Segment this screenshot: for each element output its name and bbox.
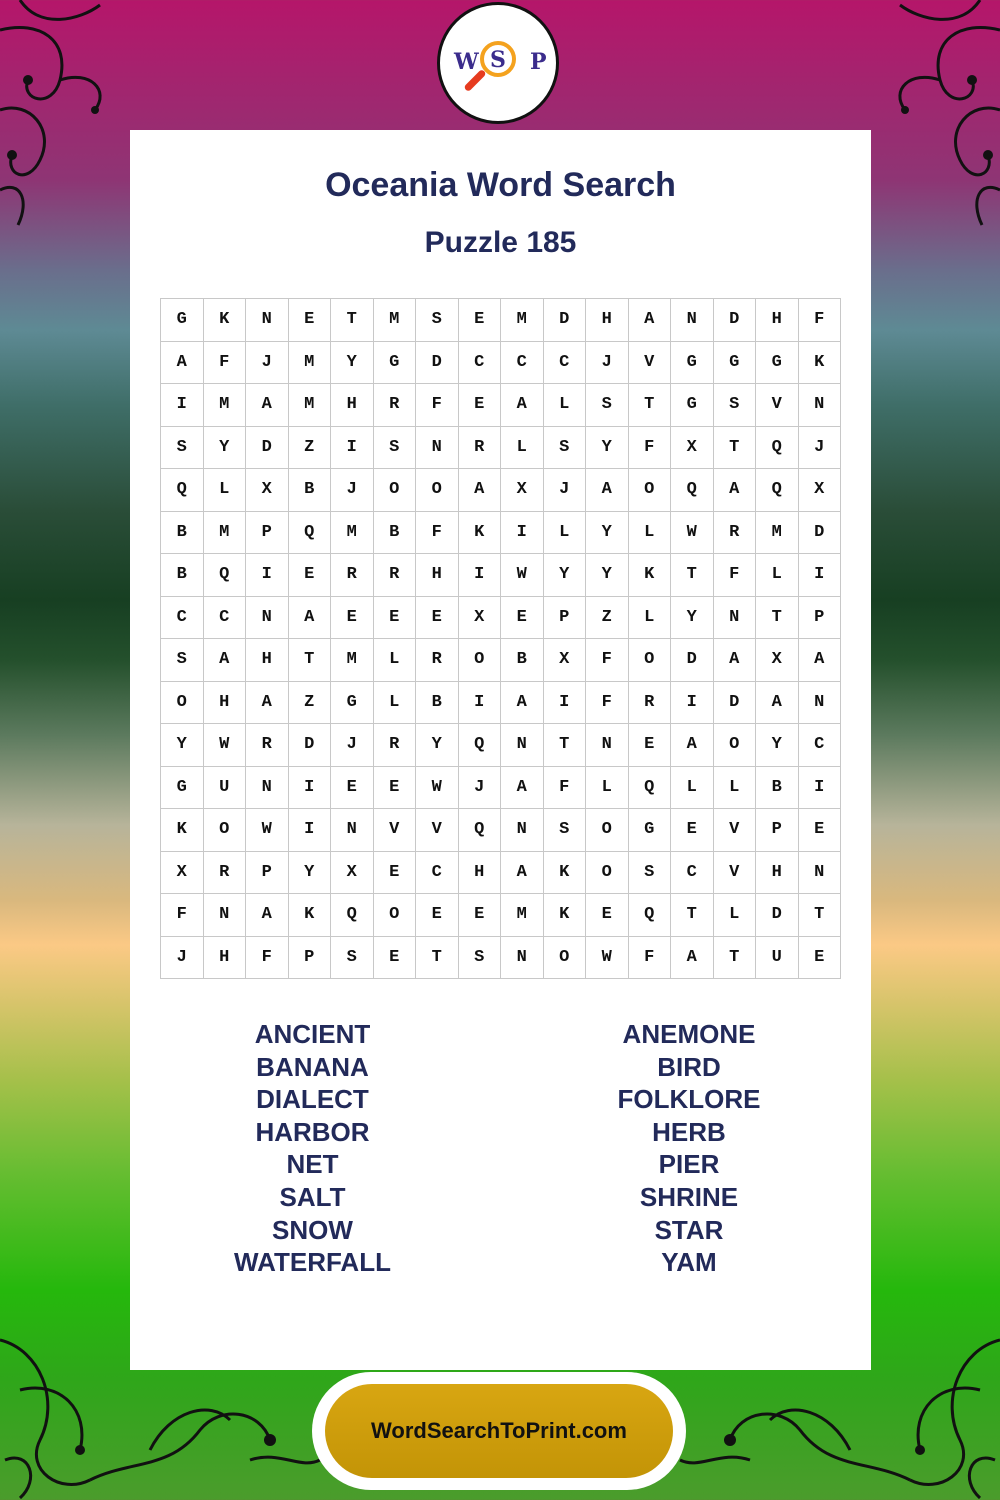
grid-cell: W bbox=[586, 937, 629, 980]
grid-cell: H bbox=[204, 937, 247, 980]
wsp-logo bbox=[437, 2, 559, 124]
grid-cell: E bbox=[416, 894, 459, 937]
grid-cell: F bbox=[586, 682, 629, 725]
grid-cell: M bbox=[204, 384, 247, 427]
word-right-7: YAM bbox=[661, 1247, 717, 1278]
grid-cell: A bbox=[501, 767, 544, 810]
grid-cell: E bbox=[629, 724, 672, 767]
grid-cell: I bbox=[671, 682, 714, 725]
word-right-6: STAR bbox=[654, 1214, 724, 1245]
site-badge bbox=[312, 1372, 686, 1490]
grid-cell: Y bbox=[416, 724, 459, 767]
grid-cell: U bbox=[204, 767, 247, 810]
grid-cell: I bbox=[331, 427, 374, 470]
grid-cell: Y bbox=[756, 724, 799, 767]
grid-cell: A bbox=[629, 299, 672, 342]
word-right-0: ANEMONE bbox=[622, 1019, 756, 1049]
grid-cell: Q bbox=[671, 469, 714, 512]
grid-cell: O bbox=[374, 469, 417, 512]
grid-cell: Q bbox=[161, 469, 204, 512]
grid-cell: I bbox=[289, 767, 332, 810]
grid-cell: T bbox=[756, 597, 799, 640]
grid-cell: A bbox=[204, 639, 247, 682]
grid-cell: O bbox=[629, 469, 672, 512]
grid-cell: V bbox=[416, 809, 459, 852]
grid-cell: A bbox=[586, 469, 629, 512]
grid-cell: J bbox=[459, 767, 502, 810]
grid-cell: R bbox=[459, 427, 502, 470]
grid-cell: E bbox=[799, 937, 842, 980]
grid-cell: I bbox=[501, 512, 544, 555]
word-right-3: HERB bbox=[652, 1116, 726, 1147]
grid-cell: N bbox=[331, 809, 374, 852]
grid-cell: L bbox=[671, 767, 714, 810]
grid-cell: M bbox=[331, 512, 374, 555]
grid-cell: H bbox=[246, 639, 289, 682]
puzzle-card bbox=[130, 130, 871, 1370]
site-link-label: WordSearchToPrint.com bbox=[371, 1418, 627, 1443]
grid-cell: D bbox=[289, 724, 332, 767]
grid-cell: K bbox=[289, 894, 332, 937]
grid-cell: S bbox=[629, 852, 672, 895]
grid-cell: R bbox=[374, 554, 417, 597]
grid-cell: Q bbox=[459, 724, 502, 767]
grid-cell: D bbox=[671, 639, 714, 682]
grid-cell: X bbox=[459, 597, 502, 640]
grid-cell: F bbox=[416, 384, 459, 427]
grid-cell: T bbox=[714, 937, 757, 980]
grid-cell: P bbox=[756, 809, 799, 852]
grid-cell: C bbox=[161, 597, 204, 640]
grid-cell: M bbox=[501, 894, 544, 937]
grid-cell: A bbox=[671, 724, 714, 767]
grid-cell: Z bbox=[586, 597, 629, 640]
grid-cell: P bbox=[246, 852, 289, 895]
grid-cell: I bbox=[799, 554, 842, 597]
grid-cell: E bbox=[374, 597, 417, 640]
grid-cell: K bbox=[161, 809, 204, 852]
grid-cell: N bbox=[416, 427, 459, 470]
logo-letter-p: P bbox=[530, 49, 547, 75]
grid-cell: E bbox=[331, 597, 374, 640]
grid-cell: X bbox=[501, 469, 544, 512]
grid-cell: H bbox=[586, 299, 629, 342]
grid-cell: A bbox=[161, 342, 204, 385]
grid-cell: F bbox=[161, 894, 204, 937]
grid-cell: A bbox=[714, 469, 757, 512]
grid-cell: I bbox=[161, 384, 204, 427]
grid-cell: Z bbox=[289, 682, 332, 725]
grid-cell: D bbox=[714, 299, 757, 342]
grid-cell: O bbox=[204, 809, 247, 852]
logo-letter-s: S bbox=[490, 47, 506, 73]
letter-grid bbox=[160, 298, 841, 979]
grid-cell: F bbox=[629, 427, 672, 470]
grid-cell: V bbox=[714, 852, 757, 895]
grid-cell: F bbox=[544, 767, 587, 810]
grid-cell: C bbox=[204, 597, 247, 640]
grid-cell: Q bbox=[756, 469, 799, 512]
grid-cell: E bbox=[671, 809, 714, 852]
grid-cell: K bbox=[629, 554, 672, 597]
grid-cell: B bbox=[289, 469, 332, 512]
grid-cell: A bbox=[756, 682, 799, 725]
grid-cell: Y bbox=[586, 512, 629, 555]
grid-cell: L bbox=[374, 639, 417, 682]
grid-cell: G bbox=[671, 384, 714, 427]
grid-cell: R bbox=[246, 724, 289, 767]
site-link-button[interactable] bbox=[325, 1384, 673, 1478]
grid-cell: O bbox=[629, 639, 672, 682]
grid-cell: T bbox=[629, 384, 672, 427]
grid-cell: J bbox=[161, 937, 204, 980]
grid-cell: R bbox=[204, 852, 247, 895]
grid-cell: X bbox=[671, 427, 714, 470]
grid-cell: A bbox=[246, 384, 289, 427]
grid-cell: F bbox=[204, 342, 247, 385]
grid-cell: K bbox=[544, 852, 587, 895]
grid-cell: I bbox=[459, 682, 502, 725]
grid-cell: E bbox=[459, 384, 502, 427]
word-right-5: SHRINE bbox=[639, 1181, 739, 1212]
grid-cell: E bbox=[416, 597, 459, 640]
grid-cell: D bbox=[714, 682, 757, 725]
grid-cell: F bbox=[246, 937, 289, 980]
grid-cell: C bbox=[416, 852, 459, 895]
grid-cell: M bbox=[289, 342, 332, 385]
word-left-0: ANCIENT bbox=[254, 1019, 371, 1049]
grid-cell: H bbox=[459, 852, 502, 895]
grid-cell: S bbox=[544, 427, 587, 470]
grid-cell: Q bbox=[756, 427, 799, 470]
grid-cell: N bbox=[246, 299, 289, 342]
grid-cell: J bbox=[586, 342, 629, 385]
grid-cell: X bbox=[544, 639, 587, 682]
grid-cell: E bbox=[459, 894, 502, 937]
grid-cell: G bbox=[374, 342, 417, 385]
grid-cell: A bbox=[501, 852, 544, 895]
grid-cell: C bbox=[671, 852, 714, 895]
grid-cell: F bbox=[799, 299, 842, 342]
grid-cell: N bbox=[799, 384, 842, 427]
grid-cell: W bbox=[246, 809, 289, 852]
grid-cell: L bbox=[629, 512, 672, 555]
grid-cell: X bbox=[161, 852, 204, 895]
grid-cell: A bbox=[459, 469, 502, 512]
grid-cell: V bbox=[756, 384, 799, 427]
grid-cell: L bbox=[501, 427, 544, 470]
grid-cell: J bbox=[246, 342, 289, 385]
grid-cell: E bbox=[799, 809, 842, 852]
grid-cell: Y bbox=[544, 554, 587, 597]
word-left-1: BANANA bbox=[256, 1051, 369, 1082]
grid-cell: I bbox=[246, 554, 289, 597]
grid-cell: S bbox=[374, 427, 417, 470]
grid-cell: O bbox=[586, 809, 629, 852]
grid-cell: B bbox=[501, 639, 544, 682]
grid-cell: G bbox=[161, 299, 204, 342]
grid-cell: E bbox=[289, 554, 332, 597]
grid-cell: D bbox=[416, 342, 459, 385]
grid-cell: G bbox=[629, 809, 672, 852]
grid-cell: H bbox=[756, 852, 799, 895]
grid-cell: R bbox=[331, 554, 374, 597]
grid-cell: Q bbox=[331, 894, 374, 937]
grid-cell: W bbox=[416, 767, 459, 810]
grid-cell: A bbox=[501, 384, 544, 427]
word-left-6: SNOW bbox=[272, 1214, 353, 1245]
word-list bbox=[130, 1018, 871, 1279]
grid-cell: I bbox=[544, 682, 587, 725]
grid-cell: R bbox=[629, 682, 672, 725]
word-right-1: BIRD bbox=[657, 1051, 721, 1082]
grid-cell: V bbox=[374, 809, 417, 852]
grid-cell: O bbox=[544, 937, 587, 980]
grid-cell: L bbox=[374, 682, 417, 725]
grid-cell: A bbox=[799, 639, 842, 682]
grid-cell: B bbox=[161, 512, 204, 555]
grid-cell: F bbox=[629, 937, 672, 980]
grid-cell: Y bbox=[331, 342, 374, 385]
logo-letter-w: W bbox=[454, 49, 479, 75]
grid-cell: F bbox=[416, 512, 459, 555]
grid-cell: P bbox=[544, 597, 587, 640]
grid-cell: E bbox=[586, 894, 629, 937]
grid-cell: G bbox=[331, 682, 374, 725]
grid-cell: H bbox=[756, 299, 799, 342]
grid-cell: B bbox=[161, 554, 204, 597]
grid-cell: N bbox=[246, 597, 289, 640]
grid-cell: G bbox=[161, 767, 204, 810]
grid-cell: F bbox=[714, 554, 757, 597]
grid-cell: O bbox=[161, 682, 204, 725]
grid-cell: J bbox=[544, 469, 587, 512]
page-title: Oceania Word Search bbox=[325, 166, 676, 204]
word-right-2: FOLKLORE bbox=[617, 1084, 761, 1115]
grid-cell: O bbox=[586, 852, 629, 895]
grid-cell: K bbox=[799, 342, 842, 385]
grid-cell: A bbox=[671, 937, 714, 980]
grid-cell: Q bbox=[629, 894, 672, 937]
word-left-2: DIALECT bbox=[256, 1084, 369, 1115]
word-right-4: PIER bbox=[658, 1149, 720, 1180]
grid-cell: J bbox=[331, 724, 374, 767]
grid-cell: S bbox=[459, 937, 502, 980]
grid-cell: D bbox=[799, 512, 842, 555]
grid-cell: M bbox=[289, 384, 332, 427]
grid-cell: J bbox=[331, 469, 374, 512]
grid-cell: C bbox=[501, 342, 544, 385]
grid-cell: L bbox=[629, 597, 672, 640]
grid-cell: E bbox=[459, 299, 502, 342]
grid-cell: G bbox=[756, 342, 799, 385]
grid-cell: T bbox=[331, 299, 374, 342]
grid-cell: Y bbox=[161, 724, 204, 767]
grid-cell: N bbox=[714, 597, 757, 640]
grid-cell: Y bbox=[204, 427, 247, 470]
grid-cell: N bbox=[799, 682, 842, 725]
grid-cell: N bbox=[501, 809, 544, 852]
grid-cell: Q bbox=[459, 809, 502, 852]
grid-cell: E bbox=[374, 852, 417, 895]
grid-cell: S bbox=[416, 299, 459, 342]
grid-cell: C bbox=[544, 342, 587, 385]
grid-cell: F bbox=[586, 639, 629, 682]
grid-cell: Q bbox=[629, 767, 672, 810]
grid-cell: S bbox=[544, 809, 587, 852]
grid-cell: H bbox=[331, 384, 374, 427]
word-left-3: HARBOR bbox=[255, 1116, 370, 1147]
grid-cell: A bbox=[246, 894, 289, 937]
grid-cell: P bbox=[799, 597, 842, 640]
grid-cell: L bbox=[204, 469, 247, 512]
grid-cell: N bbox=[246, 767, 289, 810]
grid-cell: R bbox=[714, 512, 757, 555]
grid-cell: N bbox=[501, 937, 544, 980]
grid-cell: T bbox=[671, 554, 714, 597]
grid-cell: S bbox=[161, 427, 204, 470]
grid-cell: A bbox=[714, 639, 757, 682]
grid-cell: I bbox=[459, 554, 502, 597]
grid-cell: G bbox=[671, 342, 714, 385]
grid-cell: A bbox=[501, 682, 544, 725]
grid-cell: O bbox=[374, 894, 417, 937]
grid-cell: X bbox=[331, 852, 374, 895]
grid-cell: G bbox=[714, 342, 757, 385]
grid-cell: P bbox=[289, 937, 332, 980]
grid-cell: C bbox=[799, 724, 842, 767]
grid-cell: I bbox=[799, 767, 842, 810]
grid-cell: D bbox=[756, 894, 799, 937]
grid-cell: N bbox=[586, 724, 629, 767]
grid-cell: B bbox=[374, 512, 417, 555]
grid-cell: T bbox=[544, 724, 587, 767]
grid-cell: Y bbox=[671, 597, 714, 640]
grid-cell: H bbox=[204, 682, 247, 725]
grid-cell: Y bbox=[586, 427, 629, 470]
grid-cell: M bbox=[204, 512, 247, 555]
grid-cell: E bbox=[501, 597, 544, 640]
grid-cell: R bbox=[374, 384, 417, 427]
grid-cell: K bbox=[544, 894, 587, 937]
grid-cell: X bbox=[756, 639, 799, 682]
grid-cell: T bbox=[714, 427, 757, 470]
grid-cell: Q bbox=[289, 512, 332, 555]
grid-cell: Q bbox=[204, 554, 247, 597]
grid-cell: A bbox=[289, 597, 332, 640]
grid-cell: T bbox=[671, 894, 714, 937]
grid-cell: W bbox=[204, 724, 247, 767]
grid-cell: M bbox=[374, 299, 417, 342]
grid-cell: B bbox=[756, 767, 799, 810]
grid-cell: K bbox=[204, 299, 247, 342]
grid-cell: M bbox=[331, 639, 374, 682]
grid-cell: M bbox=[756, 512, 799, 555]
grid-cell: T bbox=[416, 937, 459, 980]
word-left-7: WATERFALL bbox=[234, 1247, 391, 1278]
grid-cell: L bbox=[714, 894, 757, 937]
word-left-4: NET bbox=[286, 1149, 339, 1180]
puzzle-number: Puzzle 185 bbox=[424, 226, 577, 259]
word-list-right bbox=[501, 1018, 872, 1279]
grid-cell: N bbox=[204, 894, 247, 937]
grid-cell: Y bbox=[586, 554, 629, 597]
grid-cell: S bbox=[714, 384, 757, 427]
grid-cell: I bbox=[289, 809, 332, 852]
grid-cell: Z bbox=[289, 427, 332, 470]
grid-cell: E bbox=[374, 767, 417, 810]
grid-cell: K bbox=[459, 512, 502, 555]
grid-cell: N bbox=[671, 299, 714, 342]
grid-cell: W bbox=[501, 554, 544, 597]
grid-cell: O bbox=[459, 639, 502, 682]
grid-cell: A bbox=[246, 682, 289, 725]
grid-cell: R bbox=[374, 724, 417, 767]
grid-cell: E bbox=[289, 299, 332, 342]
grid-cell: D bbox=[246, 427, 289, 470]
grid-cell: V bbox=[714, 809, 757, 852]
grid-cell: O bbox=[416, 469, 459, 512]
grid-cell: L bbox=[544, 384, 587, 427]
grid-cell: T bbox=[289, 639, 332, 682]
grid-cell: E bbox=[331, 767, 374, 810]
grid-cell: J bbox=[799, 427, 842, 470]
grid-cell: N bbox=[799, 852, 842, 895]
grid-cell: L bbox=[544, 512, 587, 555]
grid-cell: T bbox=[799, 894, 842, 937]
grid-cell: L bbox=[586, 767, 629, 810]
grid-cell: S bbox=[586, 384, 629, 427]
grid-cell: P bbox=[246, 512, 289, 555]
grid-cell: O bbox=[714, 724, 757, 767]
grid-cell: N bbox=[501, 724, 544, 767]
grid-cell: V bbox=[629, 342, 672, 385]
grid-cell: D bbox=[544, 299, 587, 342]
grid-cell: R bbox=[416, 639, 459, 682]
grid-cell: L bbox=[714, 767, 757, 810]
grid-cell: W bbox=[671, 512, 714, 555]
grid-cell: E bbox=[374, 937, 417, 980]
grid-cell: M bbox=[501, 299, 544, 342]
grid-cell: B bbox=[416, 682, 459, 725]
word-left-5: SALT bbox=[279, 1181, 346, 1212]
grid-cell: S bbox=[161, 639, 204, 682]
grid-cell: X bbox=[799, 469, 842, 512]
grid-cell: Y bbox=[289, 852, 332, 895]
grid-cell: L bbox=[756, 554, 799, 597]
grid-cell: H bbox=[416, 554, 459, 597]
grid-cell: X bbox=[246, 469, 289, 512]
grid-cell: C bbox=[459, 342, 502, 385]
grid-cell: U bbox=[756, 937, 799, 980]
grid-cell: S bbox=[331, 937, 374, 980]
